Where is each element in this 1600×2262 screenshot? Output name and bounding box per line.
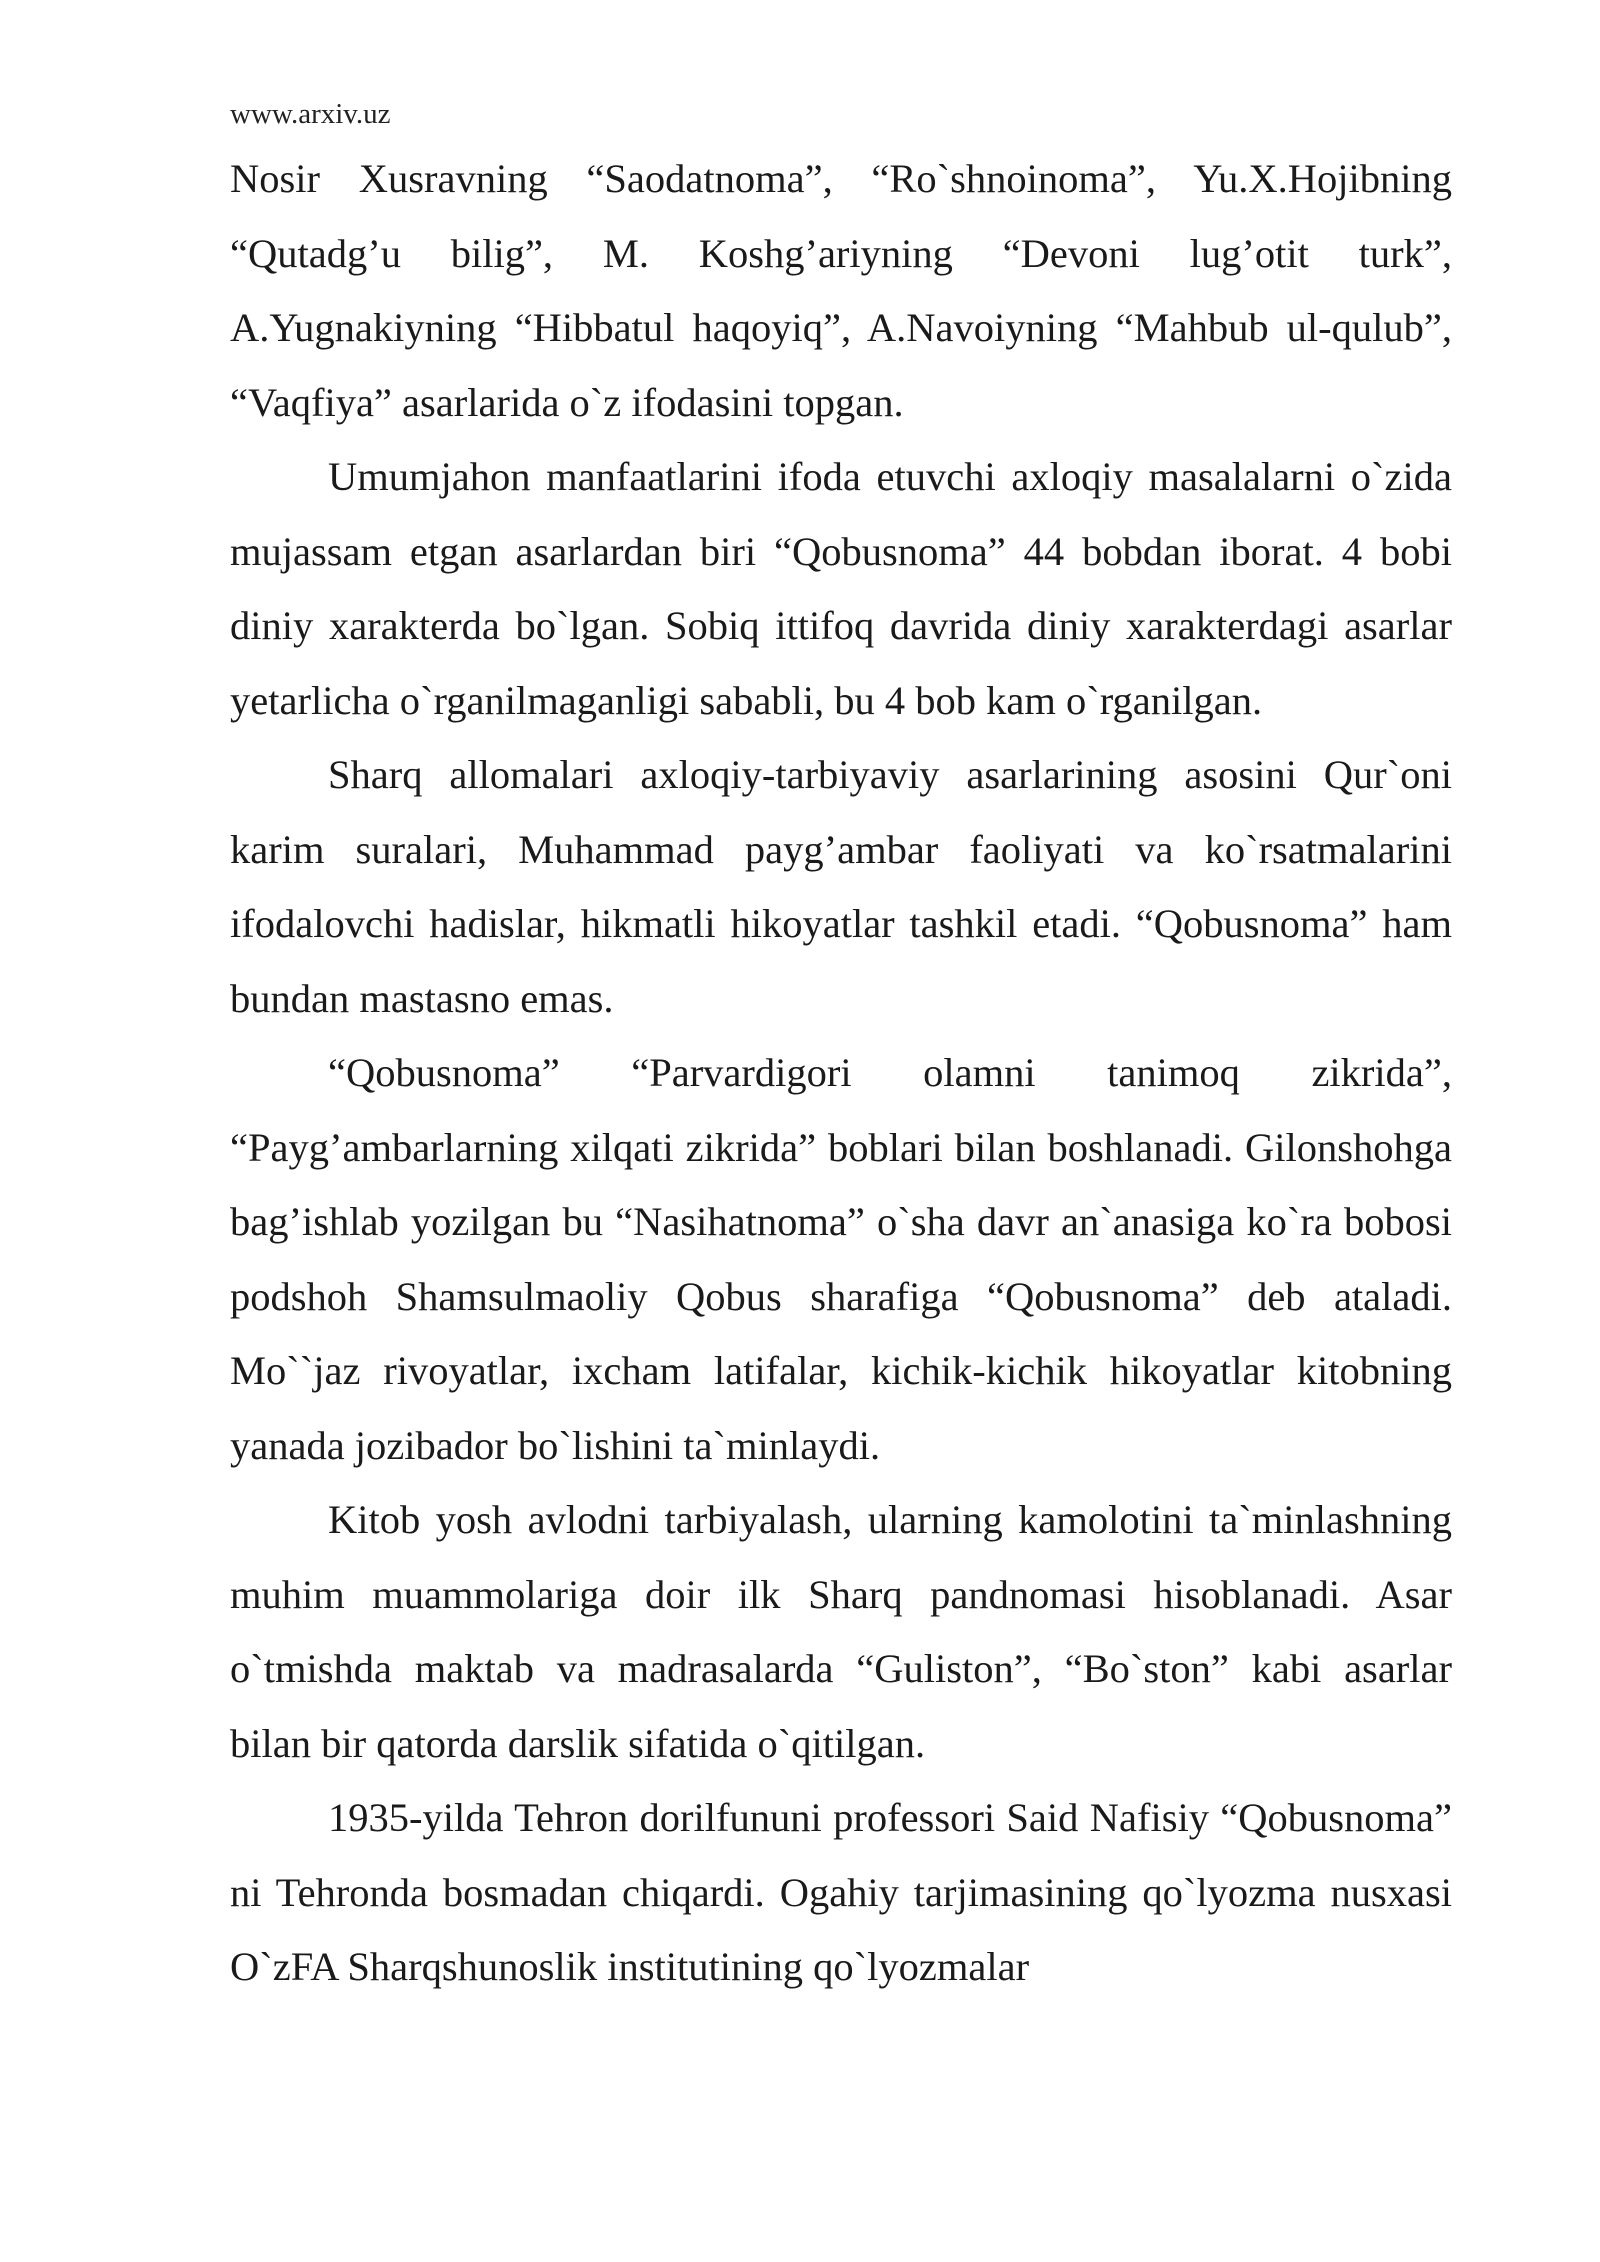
paragraph-5: Kitob yosh avlodni tarbiyalash, ularning kamolotini ta`minlashning muhim muammolariga doir ilk Sharq pandnomasi hisoblanadi. Asar o`tmishda maktab va madrasalarda “Guliston”, “Bo`ston” kabi asarlar bilan bir qatorda darslik sifatida o`qitilgan. bbox=[230, 1497, 1452, 1766]
paragraph-1: Nosir Xusravning “Saodatnoma”, “Ro`shnoinoma”, Yu.X.Hojibning “Qutadg’u bilig”, M. Koshg’ariyning “Devoni lug’otit turk”, A.Yugnakiyning “Hibbatul haqoyiq”, A.Navoiyning “Mahbub ul-qulub”, “Vaqfiya” asarlarida o`z ifodasini topgan. bbox=[230, 156, 1452, 425]
document-body bbox=[230, 142, 1452, 2005]
paragraph-3: Sharq allomalari axloqiy-tarbiyaviy asarlarining asosini Qur`oni karim suralari, Muhammad payg’ambar faoliyati va ko`rsatmalarini ifodalovchi hadislar, hikmatli hikoyatlar tashkil etadi. “Qobusnoma” ham bundan mastasno emas. bbox=[230, 752, 1452, 1021]
paragraph-6: 1935-yilda Tehron dorilfununi professori Said Nafisiy “Qobusnoma” ni Tehronda bosmadan chiqardi. Ogahiy tarjimasining qo`lyozma nusxasi O`zFA Sharqshunoslik institutining qo`lyozmalar bbox=[230, 1795, 1452, 1989]
paragraph-2: Umumjahon manfaatlarini ifoda etuvchi axloqiy masalalarni o`zida mujassam etgan asarlardan biri “Qobusnoma” 44 bobdan iborat. 4 bobi diniy xarakterda bo`lgan. Sobiq ittifoq davrida diniy xarakterdagi asarlar yetarlicha o`rganilmaganligi sababli, bu 4 bob kam o`rganilgan. bbox=[230, 454, 1452, 723]
paragraph-4: “Qobusnoma” “Parvardigori olamni tanimoq zikrida”, “Payg’ambarlarning xilqati zikrida” boblari bilan boshlanadi. Gilonshohga bag’ishlab yozilgan bu “Nasihatnoma” o`sha davr an`anasiga ko`ra bobosi podshoh Shamsulmaoliy Qobus sharafiga “Qobusnoma” deb ataladi. Mo``jaz rivoyatlar, ixcham latifalar, kichik-kichik hikoyatlar kitobning yanada jozibador bo`lishini ta`minlaydi. bbox=[230, 1050, 1452, 1468]
site-url-header: www.arxiv.uz bbox=[230, 98, 391, 130]
